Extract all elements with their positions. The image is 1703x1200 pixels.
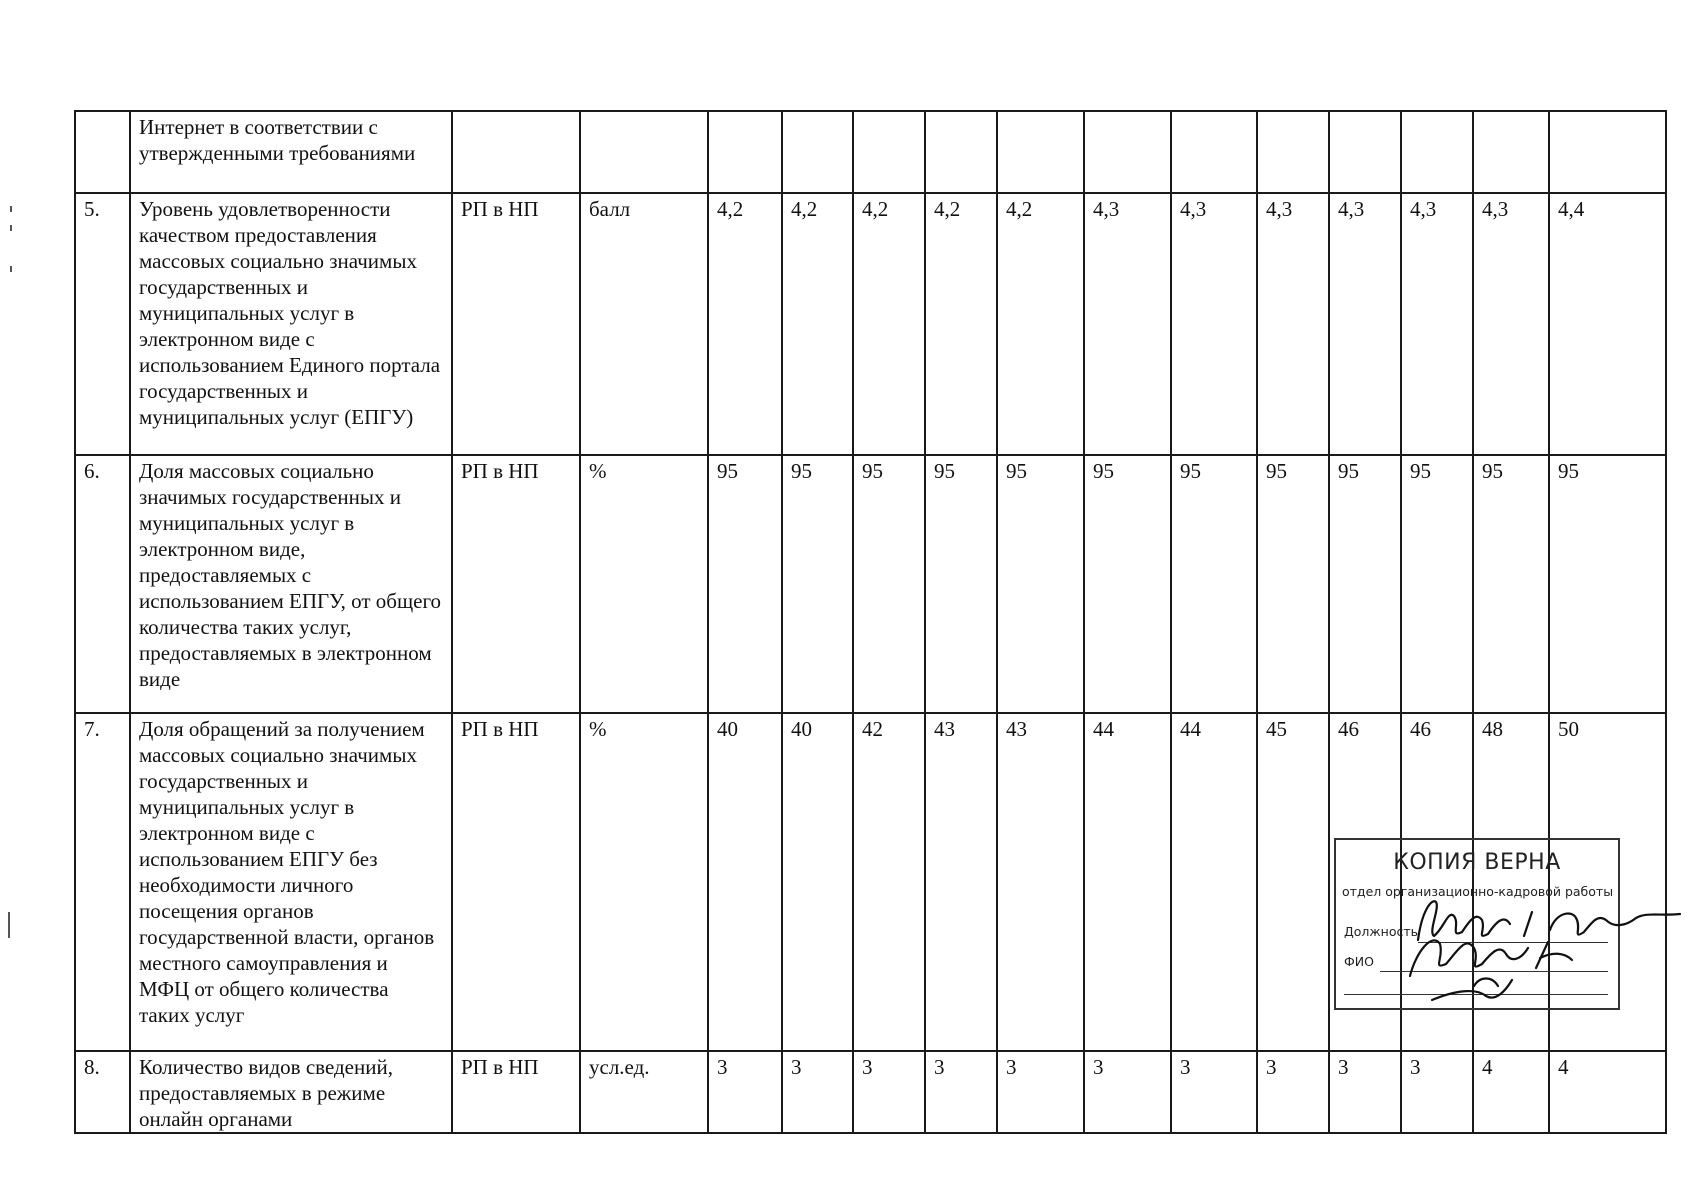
source-cell: РП в НП [452, 455, 580, 713]
source-cell: РП в НП [452, 713, 580, 1051]
value-cell [853, 111, 925, 193]
value-cell: 4 [1473, 1051, 1549, 1133]
value-cell: 95 [1171, 455, 1257, 713]
row-number: 8. [75, 1051, 130, 1133]
row-number: 7. [75, 713, 130, 1051]
unit-cell: балл [580, 193, 708, 455]
value-cell [708, 111, 782, 193]
table-row [75, 193, 1666, 455]
value-cell: 4,3 [1171, 193, 1257, 455]
value-cell: 46 [1401, 713, 1473, 1051]
value-cell: 45 [1257, 713, 1329, 1051]
copy-certified-stamp [1334, 838, 1620, 1010]
value-cell: 3 [708, 1051, 782, 1133]
stamp-name-label: ФИО [1344, 954, 1374, 969]
value-cell [1401, 111, 1473, 193]
value-cell: 46 [1329, 713, 1401, 1051]
value-cell [1549, 111, 1666, 193]
value-cell [1084, 111, 1171, 193]
source-cell: РП в НП [452, 1051, 580, 1133]
value-cell: 4,2 [925, 193, 997, 455]
value-cell: 95 [1084, 455, 1171, 713]
indicator-name: Уровень удовлетворенности качеством предоставления массовых социально значимых государственных и муниципальных услуг в электронном виде с использованием Единого портала государственных и муниципальных услуг (ЕПГУ) [130, 193, 452, 455]
row-number: 6. [75, 455, 130, 713]
unit-cell: % [580, 455, 708, 713]
value-cell: 4,2 [997, 193, 1084, 455]
value-cell: 44 [1171, 713, 1257, 1051]
unit-cell: усл.ед. [580, 1051, 708, 1133]
value-cell: 4,3 [1473, 193, 1549, 455]
stamp-org: отдел организационно-кадровой работы [1342, 884, 1614, 899]
row-number [75, 111, 130, 193]
value-cell: 4,3 [1257, 193, 1329, 455]
value-cell: 50 [1549, 713, 1666, 1051]
value-cell [1473, 111, 1549, 193]
value-cell: 3 [1401, 1051, 1473, 1133]
table-row [75, 455, 1666, 713]
value-cell: 3 [1257, 1051, 1329, 1133]
value-cell: 40 [708, 713, 782, 1051]
value-cell: 95 [925, 455, 997, 713]
value-cell: 4,3 [1329, 193, 1401, 455]
value-cell: 3 [782, 1051, 853, 1133]
value-cell: 48 [1473, 713, 1549, 1051]
stamp-position-label: Должность [1344, 924, 1419, 939]
value-cell: 44 [1084, 713, 1171, 1051]
value-cell: 3 [1084, 1051, 1171, 1133]
value-cell: 95 [1549, 455, 1666, 713]
unit-cell: % [580, 713, 708, 1051]
value-cell [782, 111, 853, 193]
value-cell: 42 [853, 713, 925, 1051]
row-number: 5. [75, 193, 130, 455]
value-cell: 40 [782, 713, 853, 1051]
value-cell [997, 111, 1084, 193]
indicator-name: Доля массовых социально значимых государственных и муниципальных услуг в электронном виде, предоставляемых с использованием ЕПГУ, от общего количества таких услуг, предоставляемых в электронном виде [130, 455, 452, 713]
value-cell: 95 [782, 455, 853, 713]
value-cell: 95 [1401, 455, 1473, 713]
value-cell: 4,4 [1549, 193, 1666, 455]
value-cell: 95 [853, 455, 925, 713]
value-cell: 95 [997, 455, 1084, 713]
value-cell: 3 [853, 1051, 925, 1133]
value-cell: 4,2 [853, 193, 925, 455]
value-cell: 3 [925, 1051, 997, 1133]
value-cell: 95 [1473, 455, 1549, 713]
stamp-title: КОПИЯ ВЕРНА [1393, 850, 1561, 875]
value-cell: 4,3 [1401, 193, 1473, 455]
source-cell: РП в НП [452, 193, 580, 455]
value-cell: 3 [997, 1051, 1084, 1133]
value-cell [1257, 111, 1329, 193]
table-row [75, 111, 1666, 193]
value-cell: 3 [1171, 1051, 1257, 1133]
value-cell: 95 [1329, 455, 1401, 713]
value-cell: 4 [1549, 1051, 1666, 1133]
value-cell: 43 [925, 713, 997, 1051]
value-cell: 4,3 [1084, 193, 1171, 455]
handwritten-signature [1336, 840, 1686, 1008]
source-cell [452, 111, 580, 193]
value-cell: 95 [708, 455, 782, 713]
table-row [75, 1051, 1666, 1133]
indicator-name: Количество видов сведений, предоставляемых в режиме онлайн органами [130, 1051, 452, 1133]
value-cell [1171, 111, 1257, 193]
value-cell [1329, 111, 1401, 193]
indicator-name: Интернет в соответствии с утвержденными требованиями [130, 111, 452, 193]
value-cell: 95 [1257, 455, 1329, 713]
value-cell [925, 111, 997, 193]
indicator-name: Доля обращений за получением массовых социально значимых государственных и муниципальных услуг в электронном виде с использованием ЕПГУ без необходимости личного посещения органов государственной власти, органов местного самоуправления и МФЦ от общего количества таких услуг [130, 713, 452, 1051]
value-cell: 4,2 [708, 193, 782, 455]
unit-cell [580, 111, 708, 193]
value-cell: 4,2 [782, 193, 853, 455]
value-cell: 43 [997, 713, 1084, 1051]
value-cell: 3 [1329, 1051, 1401, 1133]
